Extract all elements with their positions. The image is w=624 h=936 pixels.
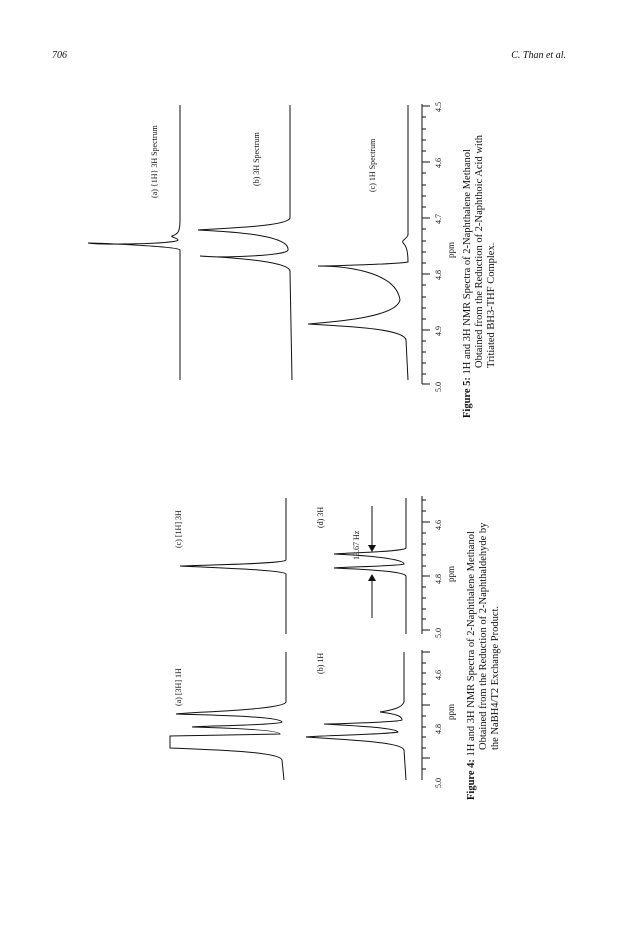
fig5-panel-b-label: (b) 3H Spectrum [252,132,261,186]
fig4-left-axis-label: ppm [446,703,456,720]
fig4-panel-c-label: (c) [1H] 3H [174,510,183,548]
fig4-panel-d-label: (d) 3H [316,506,325,528]
fig4-spectrum-d [334,498,406,634]
fig5-panel-a-label: (a) {1H} 3H Spectrum [150,125,159,198]
fig5-spectrum-b [198,105,292,380]
fig5-tick-label: 5.0 [434,382,443,392]
fig4-spectrum-a [170,652,286,780]
coupling-arrowhead-left [368,574,376,581]
fig5-tick-label: 4.9 [434,326,443,336]
fig5-caption-line: Obtained from the Reduction of 2-Naphthoic Acid with [474,135,485,368]
fig4-spectrum-c [180,498,286,634]
fig5-caption-label: Figure 5: [462,377,473,418]
fig4-caption-line: Obtained from the Reduction of 2-Naphthaldehyde by [478,522,489,750]
figure4-caption [466,523,502,800]
coupling-annotation: 13.67 Hz [352,530,361,560]
fig4-caption-line: the NaBH4/T2 Exchange Product. [490,605,501,750]
figure5-caption [462,135,498,418]
fig4-caption-label: Figure 4: [466,759,477,800]
fig4-panel-a-label: (a) [3H] 1H [174,668,183,706]
running-head: C. Than et al. [511,50,566,61]
fig4-right-axis-ticks [422,500,430,630]
fig5-spectrum-c [308,105,408,380]
fig4-right-tick-label: 4.8 [434,574,443,584]
fig5-axis-ticks [422,106,430,384]
fig4-right-axis-label: ppm [446,565,456,582]
fig5-tick-label: 4.7 [434,214,443,224]
fig5-caption-line: 1H and 3H NMR Spectra of 2-Naphthalene Methanol [462,149,473,375]
fig5-spectrum-a [88,105,180,380]
fig5-tick-label: 4.5 [434,102,443,112]
fig4-left-tick-label: 5.0 [434,778,443,788]
fig4-right-tick-label: 5.0 [434,628,443,638]
fig5-tick-label: 4.6 [434,158,443,168]
fig4-panel-b-label: (b) 1H [316,652,325,674]
coupling-arrowhead-right [368,545,376,552]
fig4-right-tick-label: 4.6 [434,520,443,530]
fig5-axis-label: ppm [446,241,456,258]
fig5-caption-line: Tritiated BH3-THF Complex. [486,242,497,368]
fig5-tick-label: 4.8 [434,270,443,280]
fig4-left-axis-ticks [422,652,430,769]
fig5-panel-c-label: (c) 1H Spectrum [368,138,377,192]
fig4-caption-line: 1H and 3H NMR Spectra of 2-Naphthalene Methanol [466,531,477,757]
fig4-left-tick-label: 4.6 [434,670,443,680]
page-number: 706 [52,50,67,61]
fig4-left-tick-label: 4.8 [434,724,443,734]
